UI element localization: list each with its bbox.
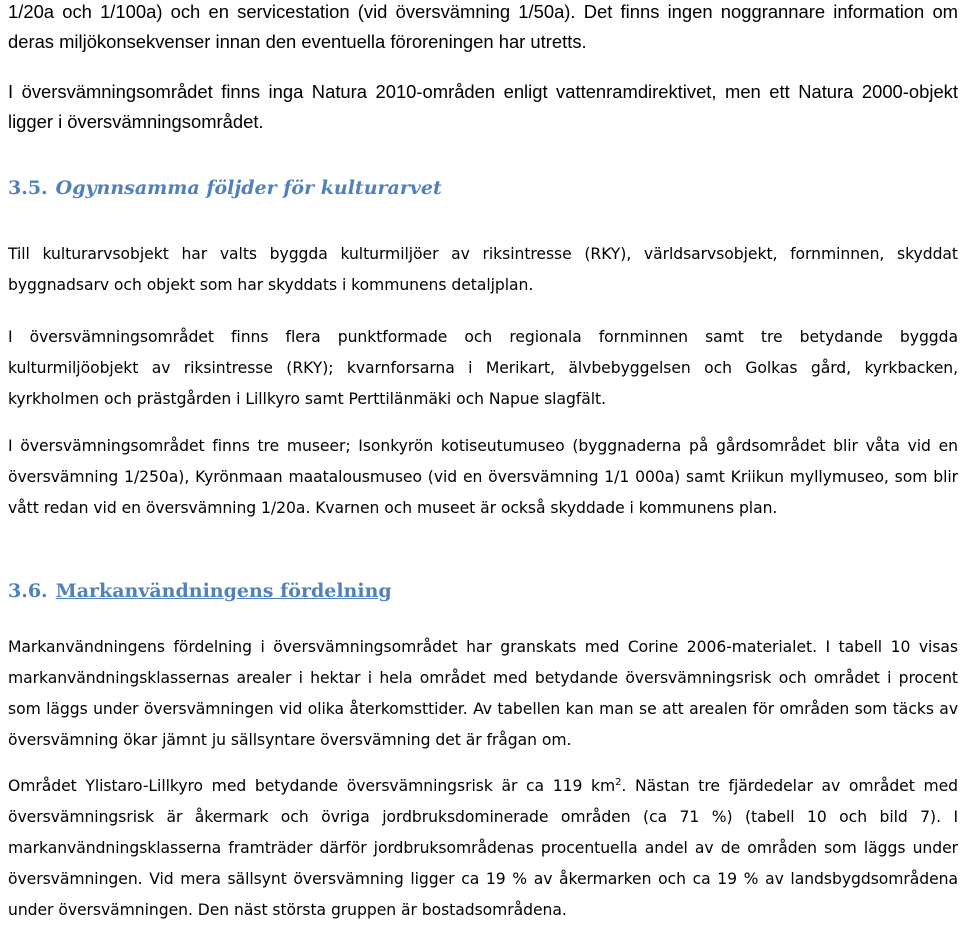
intro-paragraph-2: I översvämningsområdet finns inga Natura 2010-områden enligt vattenramdirektivet, men ett Natura 2000-objekt ligger i översvämningsområdet.: [8, 81, 958, 132]
section-title: Markanvändningens fördelning: [55, 580, 392, 602]
landuse-text-start: Området Ylistaro-Lillkyro med betydande översvämningsrisk är ca 119 km: [8, 777, 616, 795]
section-title: Ogynnsamma följder för kulturarvet: [55, 177, 442, 199]
superscript-2: 2: [615, 776, 622, 788]
landuse-paragraph-1: Markanvändningens fördelning i översvämningsområdet har granskats med Corine 2006-materialet. I tabell 10 visas markanvändningsklassernas arealer i hektar i hela området med betydande översvämningsrisk och området i procent som läggs under översvämningen vid olika återkomsttider. Av tabellen kan man se att arealen för områden som täcks av översvämning ökar jämnt ju sällsyntare översvämning det är frågan om.: [8, 638, 958, 749]
section-number: 3.5.: [8, 177, 48, 199]
culture-paragraph-2: I översvämningsområdet finns flera punktformade och regionala fornminnen samt tre betydande byggda kulturmiljöobjekt av riksintresse (RKY); kvarnforsarna i Merikart, älvbebyggelsen och Golkas gård, kyrkbacken, kyrkholmen och prästgården i Lillkyro samt Perttilänmäki och Napue slagfält.: [8, 328, 958, 408]
section-heading-3-5: [8, 174, 442, 202]
landuse-text-end: . Nästan tre fjärdedelar av området med översvämningsrisk är åkermark och övriga jordbruksdominerade områden (ca 71 %) (tabell 10 och bild 7). I markanvändningsklasserna framträder därför jordbruksområdenas procentuella andel av de områden som läggs under översvämningen. Vid mera sällsynt översvämning ligger ca 19 % av åkermarken och ca 19 % av landsbygdsområdena under översvämningen. Den näst största gruppen är bostadsområdena.: [8, 777, 958, 919]
section-number: 3.6.: [8, 580, 48, 602]
landuse-paragraph-2: [8, 771, 958, 926]
intro-paragraph-1: 1/20a och 1/100a) och en servicestation (vid översvämning 1/50a). Det finns ingen noggrannare information om deras miljökonsekvenser innan den eventuella föroreningen har utretts.: [8, 1, 958, 52]
culture-paragraph-1: Till kulturarvsobjekt har valts byggda kulturmiljöer av riksintresse (RKY), världsarvsobjekt, fornminnen, skyddat byggnadsarv och objekt som har skyddats i kommunens detaljplan.: [8, 245, 958, 294]
section-heading-3-6: [8, 577, 392, 605]
culture-paragraph-3: I översvämningsområdet finns tre museer; Isonkyrön kotiseutumuseo (byggnaderna på gårdsområdet blir våta vid en översvämning 1/250a), Kyrönmaan maatalousmuseo (vid en översvämning 1/1 000a) samt Kriikun myllymuseo, som blir vått redan vid en översvämning 1/20a. Kvarnen och museet är också skyddade i kommunens plan.: [8, 437, 958, 517]
